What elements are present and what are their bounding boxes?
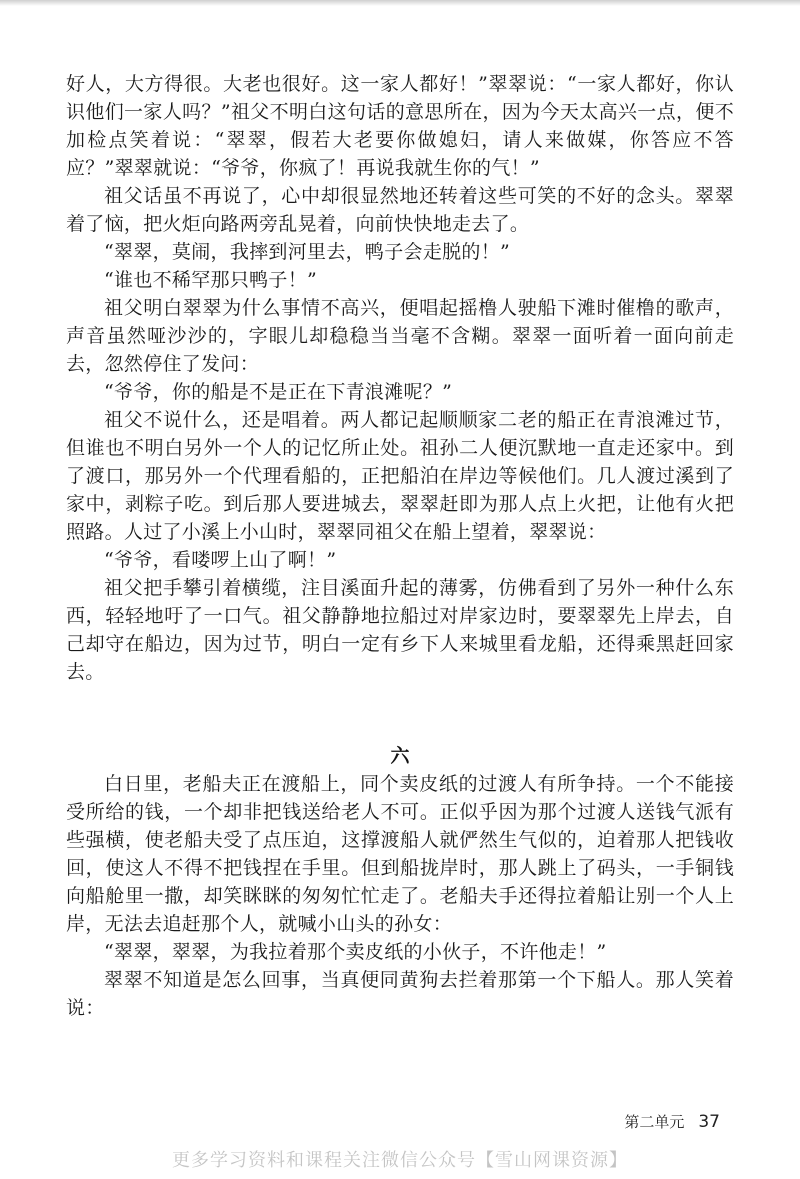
text-block-before-section <box>66 70 734 686</box>
paragraph: “爷爷，看喽啰上山了啊！” <box>104 549 337 571</box>
text-block-after-section <box>66 770 734 1022</box>
page-top-shadow <box>0 0 800 6</box>
paragraph: “谁也不稀罕那只鸭子！” <box>104 269 318 291</box>
paragraph: “翠翠，莫闹，我摔到河里去，鸭子会走脱的！” <box>104 241 511 263</box>
paragraph: 祖父不说什么，还是唱着。两人都记起顺顺家二老的船正在青浪滩过节，但谁也不明白另外一个人的记忆所止处。祖孙二人便沉默地一直走还家中。到了渡口，那另外一个代理看船的，正把船泊在岸边等候他们。几人渡过溪到了家中，剥粽子吃。到后那人要进城去，翠翠赶即为那人点上火把，让他有火把照路。人过了小溪上小山时，翠翠同祖父在船上望着，翠翠说： <box>66 409 734 543</box>
paragraph: 好人，大方得很。大老也很好。这一家人都好！”翠翠说：“一家人都好，你认识他们一家人吗？”祖父不明白这句话的意思所在，因为今天太高兴一点，便不加检点笑着说：“翠翠，假若大老要你做媳妇，请人来做媒，你答应不答应？”翠翠就说：“爷爷，你疯了！再说我就生你的气！” <box>66 73 734 179</box>
section-heading: 六 <box>390 745 410 767</box>
paragraph: “爷爷，你的船是不是正在下青浪滩呢？” <box>104 381 453 403</box>
unit-label: 第二单元 <box>624 1113 685 1131</box>
paragraph: “翠翠，翠翠，为我拉着那个卖皮纸的小伙子，不许他走！” <box>104 941 607 963</box>
page-footer <box>624 1111 720 1132</box>
page-number: 37 <box>698 1112 720 1132</box>
paragraph: 祖父明白翠翠为什么事情不高兴，便唱起摇橹人驶船下滩时催橹的歌声，声音虽然哑沙沙的，字眼儿却稳稳当当毫不含糊。翠翠一面听着一面向前走去，忽然停住了发问： <box>66 297 734 375</box>
paragraph: 翠翠不知道是怎么回事，当真便同黄狗去拦着那第一个下船人。那人笑着说： <box>66 969 734 1019</box>
watermark-text: 更多学习资料和课程关注微信公众号【雪山网课资源】 <box>172 1150 628 1171</box>
paragraph: 祖父把手攀引着横缆，注目溪面升起的薄雾，仿佛看到了另外一种什么东西，轻轻地吁了一口气。祖父静静地拉船过对岸家边时，要翠翠先上岸去，自己却守在船边，因为过节，明白一定有乡下人来城里看龙船，还得乘黑赶回家去。 <box>66 577 734 683</box>
paragraph: 白日里，老船夫正在渡船上，同个卖皮纸的过渡人有所争持。一个不能接受所给的钱，一个却非把钱送给老人不可。正似乎因为那个过渡人送钱气派有些强横，使老船夫受了点压迫，这撑渡船人就俨然生气似的，迫着那人把钱收回，使这人不得不把钱捏在手里。但到船拢岸时，那人跳上了码头，一手铜钱向船舱里一撒，却笑眯眯的匆匆忙忙走了。老船夫手还得拉着船让别一个人上岸，无法去追赶那个人，就喊小山头的孙女： <box>66 773 734 935</box>
paragraph: 祖父话虽不再说了，心中却很显然地还转着这些可笑的不好的念头。翠翠着了恼，把火炬向路两旁乱晃着，向前快快地走去了。 <box>66 185 734 235</box>
